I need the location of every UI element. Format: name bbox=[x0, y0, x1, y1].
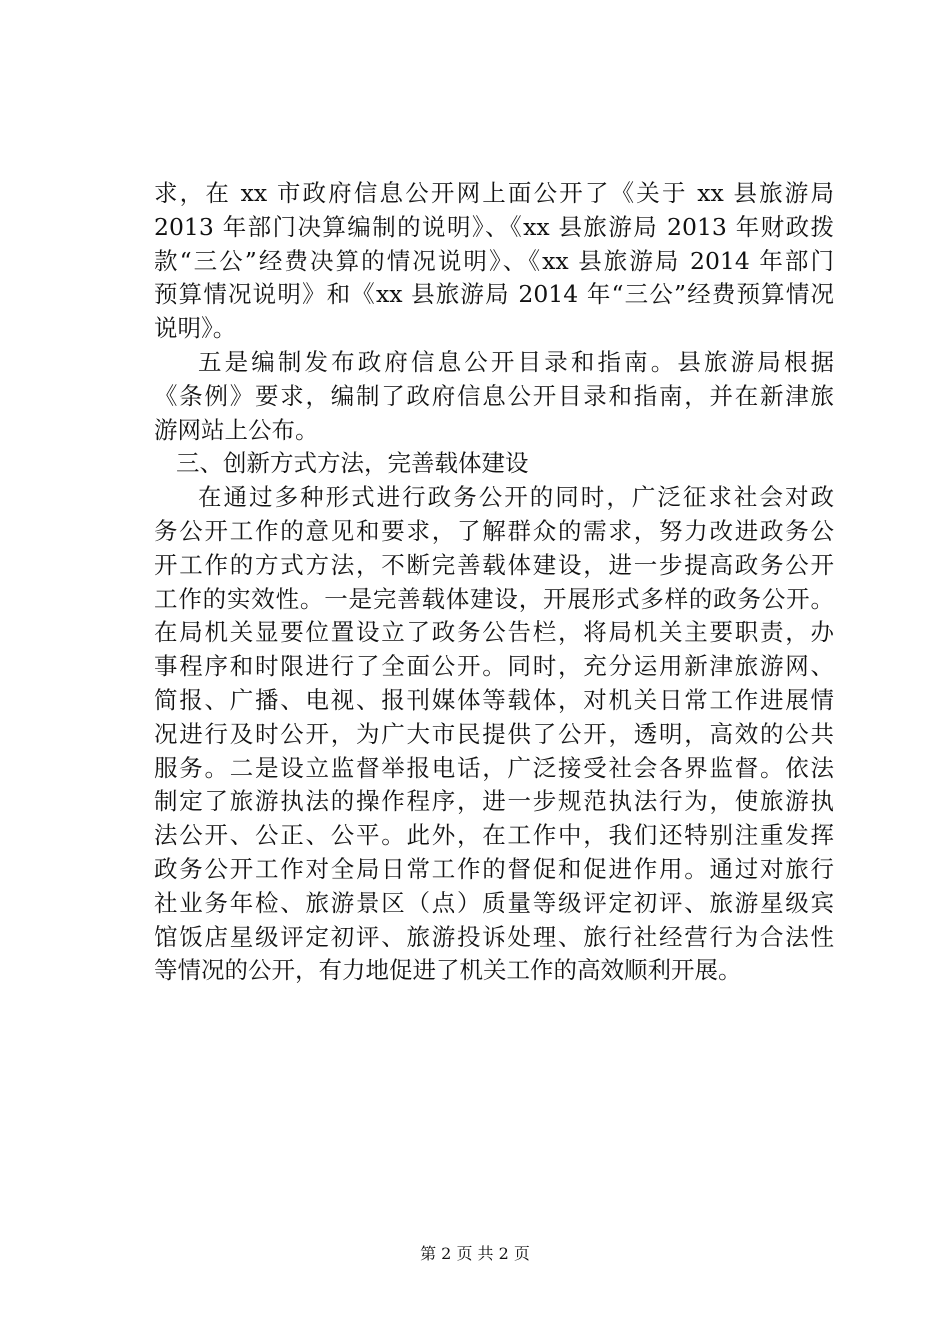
text-line: 2013 年部门决算编制的说明》、《xx 县旅游局 2013 年财政拨 bbox=[154, 212, 834, 241]
text-line: 在局机关显要位置设立了政务公告栏，将局机关主要职责，办 bbox=[154, 618, 834, 647]
text-line: 在通过多种形式进行政务公开的同时，广泛征求社会对政 bbox=[198, 483, 834, 512]
text-line: 务公开工作的意见和要求，了解群众的需求，努力改进政务公 bbox=[154, 516, 834, 545]
text-line: 款“三公”经费决算的情况说明》、《xx 县旅游局 2014 年部门 bbox=[154, 246, 834, 275]
text-line: 事程序和时限进行了全面公开。同时，充分运用新津旅游网、 bbox=[154, 652, 834, 681]
text-line: 法公开、公正、公平。此外，在工作中，我们还特别注重发挥 bbox=[154, 821, 834, 850]
text-line: 政务公开工作对全局日常工作的督促和促进作用。通过对旅行 bbox=[154, 854, 834, 883]
text-line: 况进行及时公开，为广大市民提供了公开，透明，高效的公共 bbox=[154, 719, 834, 748]
text-line: 游网站上公布。 bbox=[154, 415, 319, 444]
text-line: 制定了旅游执法的操作程序，进一步规范执法行为，使旅游执 bbox=[154, 787, 834, 816]
text-line: 社业务年检、旅游景区（点）质量等级评定初评、旅游星级宾 bbox=[154, 888, 834, 917]
text-line: 说明》。 bbox=[154, 314, 237, 343]
text-line: 《条例》要求，编制了政府信息公开目录和指南，并在新津旅 bbox=[154, 381, 834, 410]
text-line: 五是编制发布政府信息公开目录和指南。县旅游局根据 bbox=[198, 347, 834, 376]
text-line: 开工作的方式方法，不断完善载体建设，进一步提高政务公开 bbox=[154, 550, 834, 579]
text-line: 求，在 xx 市政府信息公开网上面公开了《关于 xx 县旅游局 bbox=[154, 179, 834, 207]
text-line: 预算情况说明》和《xx 县旅游局 2014 年“三公”经费预算情况 bbox=[154, 280, 834, 309]
document-body bbox=[154, 177, 834, 988]
text-line: 工作的实效性。一是完善载体建设，开展形式多样的政务公开。 bbox=[154, 584, 834, 613]
text-line: 简报、广播、电视、报刊媒体等载体，对机关日常工作进展情 bbox=[154, 685, 834, 714]
text-line: 服务。二是设立监督举报电话，广泛接受社会各界监督。依法 bbox=[154, 753, 834, 782]
text-line: 等情况的公开，有力地促进了机关工作的高效顺利开展。 bbox=[154, 956, 742, 985]
text-line: 馆饭店星级评定初评、旅游投诉处理、旅行社经营行为合法性 bbox=[154, 922, 834, 951]
section-heading: 三、创新方式方法，完善载体建设 bbox=[176, 449, 529, 478]
page-footer: 第 2 页 共 2 页 bbox=[420, 1244, 530, 1263]
